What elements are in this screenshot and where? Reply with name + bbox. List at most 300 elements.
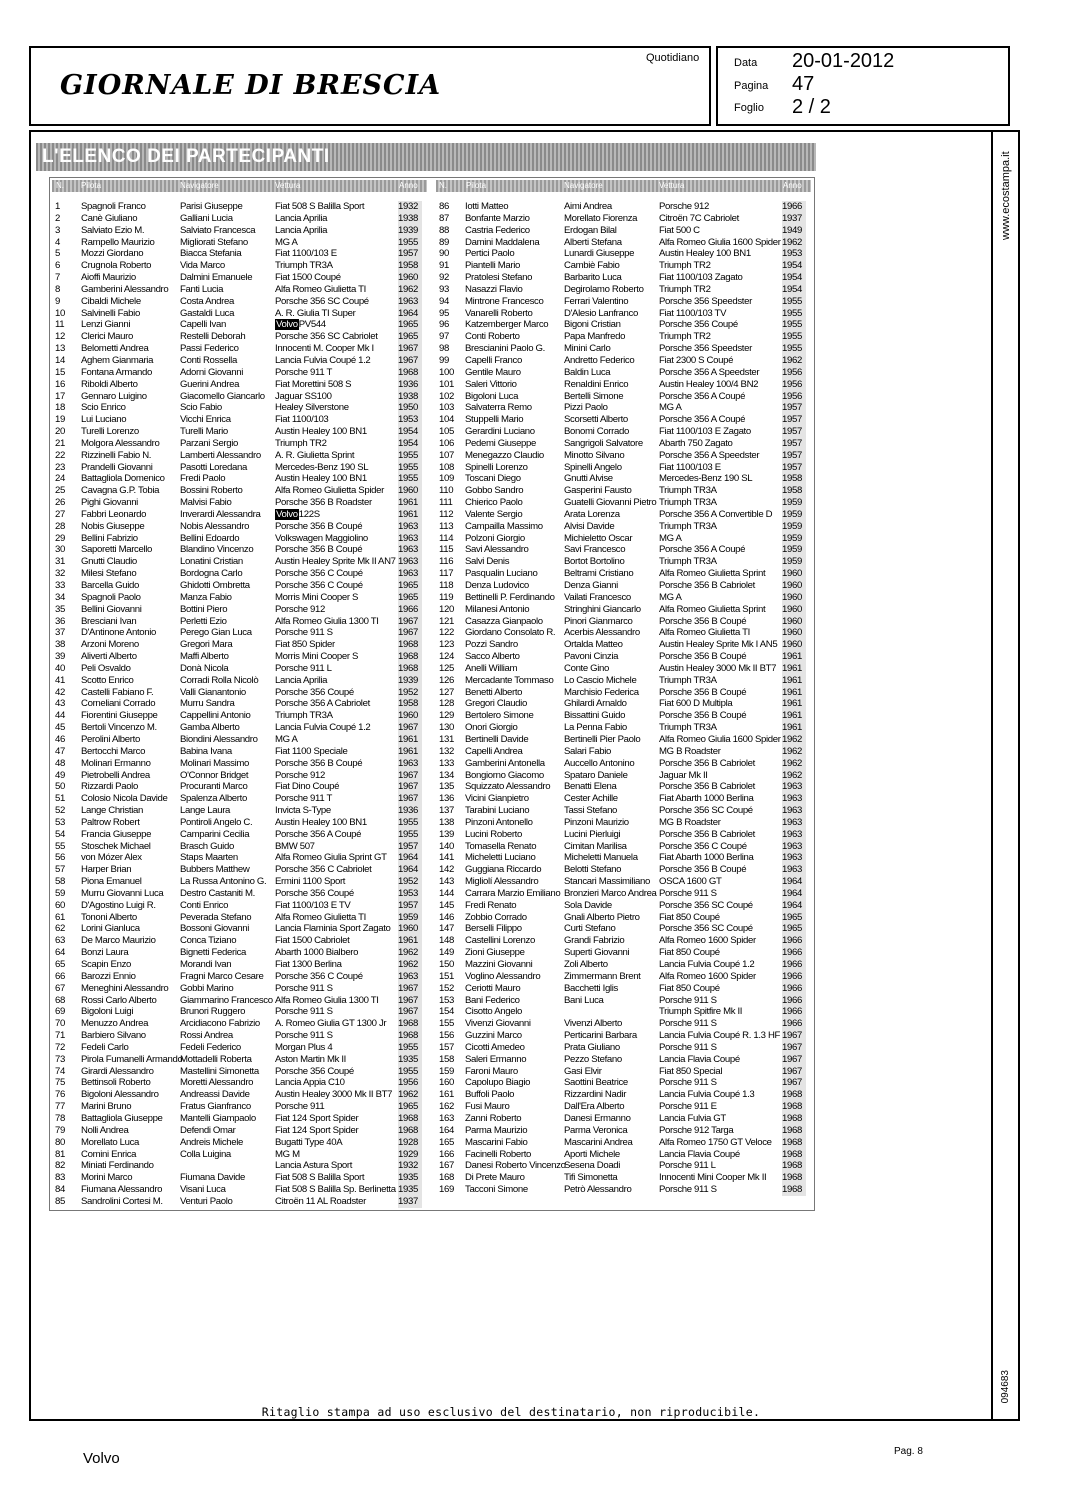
table-cell: Porsche 911 — [275, 1101, 325, 1113]
table-cell: Abarth 750 Zagato — [659, 437, 733, 449]
table-cell: Fiat 508 S Balilla Sport — [275, 1172, 365, 1184]
table-cell: Saottini Beatrice — [564, 1077, 628, 1089]
table-cell: 150 — [439, 959, 454, 970]
table-cell: 1966 — [782, 947, 802, 959]
table-cell: 73 — [55, 1053, 65, 1065]
left-table-header — [52, 180, 427, 192]
table-cell: 1968 — [782, 1101, 802, 1113]
table-cell: Aston Martin Mk II — [275, 1053, 347, 1065]
table-cell: 8 — [55, 283, 60, 295]
table-cell: Gobbi Marino — [180, 982, 234, 994]
table-cell: 147 — [439, 923, 454, 935]
table-cell: 4 — [55, 236, 60, 248]
table-cell: Meneghini Alessandro — [81, 982, 169, 994]
table-cell: 48 — [55, 757, 65, 769]
table-cell: 1952 — [398, 686, 418, 698]
table-cell: 1952 — [398, 876, 418, 888]
table-cell: Conti Roberto — [465, 331, 520, 343]
table-cell: Fragni Marco Cesare — [180, 970, 264, 982]
table-cell: Tononi Alberto — [81, 911, 137, 923]
table-cell: 100 — [439, 366, 454, 378]
table-cell: 68 — [55, 994, 65, 1006]
table-cell: 45 — [55, 722, 65, 734]
table-cell: Lancia Fulvia Coupé 1.2 — [659, 959, 755, 970]
table-cell: 89 — [439, 236, 449, 248]
table-cell: 125 — [439, 662, 454, 674]
table-cell: Visani Luca — [180, 1184, 226, 1196]
table-cell: Morgan Plus 4 — [275, 1041, 333, 1053]
table-cell: 124 — [439, 651, 454, 663]
table-cell: Mercedes-Benz 190 SL — [275, 461, 369, 473]
table-cell: VolvoPV544 — [276, 319, 326, 331]
table-cell: Mascarini Andrea — [564, 1136, 633, 1148]
table-cell: 80 — [55, 1136, 65, 1148]
table-cell: Spalenza Alberto — [180, 793, 247, 805]
table-cell: Tifi Simonetta — [564, 1172, 618, 1184]
table-cell: Innocenti M. Cooper Mk I — [275, 343, 374, 355]
table-cell: 1967 — [398, 354, 418, 366]
table-cell: 36 — [55, 615, 65, 627]
table-cell: 96 — [439, 319, 449, 331]
table-cell: Campailla Massimo — [465, 520, 543, 532]
table-cell: 106 — [439, 437, 454, 449]
page-label: Pagina — [734, 80, 769, 92]
table-cell: Salviato Francesca — [180, 224, 256, 236]
col-header-n: N. — [439, 181, 447, 190]
table-cell: 104 — [439, 414, 454, 426]
table-cell: A. R. Giulietta Sprint — [275, 449, 355, 461]
table-cell: Vicini Gianpietro — [465, 793, 529, 805]
table-cell: 7 — [55, 272, 60, 284]
table-cell: 59 — [55, 887, 65, 899]
table-cell: 149 — [439, 947, 454, 959]
table-cell: 1966 — [398, 603, 418, 615]
table-cell: 6 — [55, 260, 60, 272]
table-cell: 133 — [439, 757, 454, 769]
table-cell: Iotti Matteo — [465, 201, 509, 212]
table-cell: Aporti Michele — [564, 1148, 620, 1160]
table-cell: Denza Gianni — [564, 580, 618, 591]
table-cell: Curti Stefano — [564, 923, 616, 935]
table-cell: 75 — [55, 1077, 65, 1089]
table-cell: Alfa Romeo Giulia Sprint GT — [275, 852, 387, 864]
table-cell: Porsche 912 — [275, 769, 326, 781]
table-cell: 164 — [439, 1124, 454, 1136]
table-cell: Colla Luigina — [180, 1148, 231, 1160]
table-cell: 1968 — [782, 1184, 802, 1196]
table-cell: Vida Marco — [180, 260, 225, 272]
table-cell: Triumph TR3A — [659, 485, 717, 497]
table-cell: 143 — [439, 876, 454, 888]
table-cell: 142 — [439, 864, 454, 876]
table-cell: 101 — [439, 378, 454, 390]
table-cell: 1957 — [398, 248, 418, 260]
table-cell: Spataro Daniele — [564, 769, 628, 781]
date-label: Data — [734, 57, 758, 69]
table-cell: 1932 — [398, 201, 418, 212]
table-cell: Porsche 356 B Coupé — [659, 686, 747, 698]
table-cell: Morris Mini Cooper S — [275, 651, 359, 663]
table-cell: 1961 — [782, 698, 802, 710]
table-cell: 1957 — [782, 426, 802, 438]
table-cell: 39 — [55, 651, 65, 663]
table-cell: Molinari Ermanno — [81, 757, 151, 769]
table-cell: Costa Andrea — [180, 295, 234, 307]
table-cell: Castria Federico — [465, 224, 530, 236]
table-cell: Lancia Flavia Coupé — [659, 1148, 740, 1160]
table-cell: 127 — [439, 686, 454, 698]
table-cell: 1960 — [782, 615, 802, 627]
table-cell: Pinzoni Maurizio — [564, 816, 629, 828]
table-cell: Vanarelli Roberto — [465, 307, 533, 319]
table-cell: Migliorati Stefano — [180, 236, 248, 248]
table-cell: Rossi Andrea — [180, 1030, 233, 1042]
table-cell: Porsche 356 B Cabriolet — [659, 781, 755, 793]
table-cell: Nolli Andrea — [81, 1124, 129, 1136]
table-cell: Prata Giuliano — [564, 1041, 620, 1053]
table-cell: Savi Alessandro — [465, 544, 529, 556]
table-cell: Scorsetti Alberto — [564, 414, 628, 426]
table-cell: Guzzini Marco — [465, 1030, 522, 1042]
table-cell: Bellini Fabrizio — [81, 532, 138, 544]
table-cell: 1962 — [782, 236, 802, 248]
table-cell: Citroën 7C Cabriolet — [659, 212, 739, 224]
table-cell: Dall'Era Alberto — [564, 1101, 625, 1113]
table-cell: Fiat 1100/103 TV — [659, 307, 727, 319]
table-cell: 31 — [55, 556, 65, 568]
table-cell: 1963 — [782, 781, 802, 793]
table-cell: Pietrobelli Andrea — [81, 769, 150, 781]
table-cell: Malvisi Fabio — [180, 497, 232, 509]
table-cell: Lancia Aprilia — [275, 212, 328, 224]
table-cell: 46 — [55, 733, 65, 745]
table-cell: 67 — [55, 982, 65, 994]
table-cell: Fiat 1100/103 Zagato — [659, 272, 743, 284]
table-cell: Danesi Ermanno — [564, 1112, 631, 1124]
table-cell: Triumph Spitfire Mk II — [659, 1006, 743, 1018]
table-cell: 1968 — [398, 366, 418, 378]
table-cell: Porsche 356 A Cabriolet — [275, 698, 370, 710]
table-cell: Porsche 356 SC Coupé — [659, 805, 753, 817]
table-cell: Fiat 508 S Balilla Sp. Berlinetta — [275, 1184, 396, 1196]
table-cell: Katzemberger Marco — [465, 319, 549, 331]
table-cell: 99 — [439, 354, 449, 366]
table-cell: Bonzi Laura — [81, 947, 129, 959]
table-cell: 1959 — [782, 556, 802, 568]
table-cell: Lui Luciano — [81, 414, 127, 426]
table-cell: Vailati Francesco — [564, 591, 631, 603]
table-cell: 71 — [55, 1030, 65, 1042]
table-cell: Invicta S-Type — [275, 805, 331, 817]
table-cell: 1967 — [398, 615, 418, 627]
table-cell: 1953 — [398, 887, 418, 899]
table-cell: 58 — [55, 876, 65, 888]
table-cell: Mozzi Giordano — [81, 248, 144, 260]
table-cell: Porsche 356 B Cabriolet — [659, 828, 755, 840]
table-cell: 1967 — [398, 982, 418, 994]
table-cell: 1967 — [782, 1065, 802, 1077]
table-cell: Bani Luca — [564, 994, 604, 1006]
table-cell: Lancia Fulvia Coupé R. 1.3 HF — [659, 1030, 781, 1042]
table-cell: Bonfante Marzio — [465, 212, 530, 224]
table-cell: 38 — [55, 639, 65, 651]
table-cell: Sesena Doadi — [564, 1160, 621, 1172]
table-cell: 1929 — [398, 1148, 418, 1160]
table-cell: 1961 — [398, 935, 418, 947]
table-cell: 107 — [439, 449, 454, 461]
table-cell: Riboldi Alberto — [81, 378, 138, 390]
table-cell: 1968 — [782, 1124, 802, 1136]
table-cell: Dalmini Emanuele — [180, 272, 253, 284]
table-cell: Fiat Dino Coupé — [275, 781, 340, 793]
table-cell: 41 — [55, 674, 65, 686]
table-cell: Alfa Romeo Giulietta Sprint — [659, 603, 766, 615]
table-cell: 1961 — [398, 733, 418, 745]
table-cell: Porsche 356 A Coupé — [659, 544, 746, 556]
table-cell: Capelli Andrea — [465, 745, 523, 757]
table-cell: MG A — [659, 402, 682, 414]
table-cell: Pezzo Stefano — [564, 1053, 622, 1065]
table-cell: 1961 — [782, 651, 802, 663]
table-cell: Porsche 356 Speedster — [659, 343, 752, 355]
table-cell: Aliverti Alberto — [81, 651, 137, 663]
table-cell: 1964 — [398, 852, 418, 864]
table-cell: Bellini Edoardo — [180, 532, 240, 544]
table-cell: Gerardini Luciano — [465, 426, 535, 438]
left-col-navigatore — [180, 201, 272, 1208]
table-cell: Denza Ludovico — [465, 580, 529, 591]
left-col-vettura — [275, 201, 395, 1208]
table-cell: 12 — [55, 331, 65, 343]
table-cell: Rampello Maurizio — [81, 236, 155, 248]
table-cell: Bottini Piero — [180, 603, 228, 615]
table-cell: 102 — [439, 390, 454, 402]
table-cell: Piona Emanuel — [81, 876, 142, 888]
table-cell: Gregori Mara — [180, 639, 233, 651]
table-cell: Bubbers Matthew — [180, 864, 250, 876]
table-cell: 35 — [55, 603, 65, 615]
table-cell: 1963 — [782, 805, 802, 817]
table-cell: 137 — [439, 805, 454, 817]
table-cell: Bossoni Giovanni — [180, 923, 250, 935]
table-cell: 160 — [439, 1077, 454, 1089]
table-cell: Bertinelli Davide — [465, 733, 529, 745]
table-cell: 112 — [439, 508, 454, 520]
table-cell: 19 — [55, 414, 65, 426]
table-cell: 115 — [439, 544, 454, 556]
table-cell: 26 — [55, 497, 65, 509]
table-cell: 1960 — [398, 485, 418, 497]
table-cell: 1968 — [398, 651, 418, 663]
table-cell: Petrò Alessandro — [564, 1184, 632, 1196]
table-cell: Triumph TR3A — [659, 674, 717, 686]
table-cell: Mercedes-Benz 190 SL — [659, 473, 753, 485]
table-cell: 1956 — [782, 378, 802, 390]
table-cell: 42 — [55, 686, 65, 698]
table-cell: Turelli Lorenzo — [81, 426, 139, 438]
table-cell: Alfa Romeo 1600 Spider — [659, 970, 756, 982]
table-cell: Spinelli Angelo — [564, 461, 622, 473]
table-cell: Pasqualin Luciano — [465, 568, 538, 580]
table-cell: 5 — [55, 248, 60, 260]
table-cell: Porsche 356 Speedster — [659, 295, 752, 307]
table-cell: Porsche 356 A Coupé — [659, 390, 746, 402]
table-cell: Porsche 911 S — [659, 1041, 717, 1053]
table-cell: Zimmermann Brent — [564, 970, 641, 982]
table-cell: Stringhini Giancarlo — [564, 603, 641, 615]
table-cell: 34 — [55, 591, 65, 603]
table-cell: Triumph TR3A — [275, 710, 333, 722]
table-cell: Superti Giovanni — [564, 947, 630, 959]
table-cell: Triumph TR2 — [659, 283, 711, 295]
table-cell: Nobis Giuseppe — [81, 520, 145, 532]
table-cell: 1966 — [782, 935, 802, 947]
table-cell: Porsche 356 B Coupé — [275, 544, 363, 556]
table-cell: Gregori Claudio — [465, 698, 527, 710]
table-cell: Alfa Romeo Giulia 1600 Spider — [659, 236, 781, 248]
table-cell: Fanti Lucia — [180, 283, 224, 295]
table-cell: Conti Enrico — [180, 899, 229, 911]
highlight-mark: Volvo — [276, 319, 298, 331]
table-cell: 52 — [55, 805, 65, 817]
table-cell: Salvaterra Remo — [465, 402, 532, 414]
table-cell: Camparini Cecilia — [180, 828, 250, 840]
table-cell: Passi Federico — [180, 343, 239, 355]
table-cell: 1966 — [782, 1018, 802, 1030]
table-cell: Porsche 356 SC Cabriolet — [275, 331, 378, 343]
table-cell: 1957 — [398, 899, 418, 911]
table-cell: 1955 — [782, 319, 802, 331]
table-cell: 1957 — [398, 840, 418, 852]
table-cell: Healey Silverstone — [275, 402, 349, 414]
table-cell: 1955 — [398, 1041, 418, 1053]
table-cell: Defendi Omar — [180, 1124, 236, 1136]
table-cell: Bongiorno Giacomo — [465, 769, 544, 781]
table-cell: 105 — [439, 426, 454, 438]
table-cell: Vivenzi Giovanni — [465, 1018, 531, 1030]
table-cell: 1954 — [782, 283, 802, 295]
table-cell: 1928 — [398, 1136, 418, 1148]
table-cell: 33 — [55, 580, 65, 591]
table-cell: Bissattini Guido — [564, 710, 626, 722]
table-cell: Buffoli Paolo — [465, 1089, 515, 1101]
table-cell: Triumph TR2 — [275, 437, 327, 449]
table-cell: Porsche 356 B Roadster — [275, 497, 372, 509]
table-cell: Milesi Stefano — [81, 568, 137, 580]
table-cell: Pasotti Loredana — [180, 461, 247, 473]
table-cell: Miniati Ferdinando — [81, 1160, 154, 1172]
table-cell: Salvinelli Fabio — [81, 307, 140, 319]
col-header-anno: Anno — [399, 181, 418, 190]
table-cell: 120 — [439, 603, 454, 615]
table-cell: Valente Sergio — [465, 508, 523, 520]
table-cell: Porsche 912 Targa — [659, 1124, 734, 1136]
table-cell: Fiorentini Giuseppe — [81, 710, 158, 722]
table-cell: Gamberini Antonella — [465, 757, 545, 769]
client-brand: Volvo — [83, 1450, 120, 1467]
table-cell: 1955 — [782, 295, 802, 307]
table-cell: 122 — [439, 627, 454, 639]
table-cell: 1958 — [398, 260, 418, 272]
table-cell: Porsche 356 A Convertible D — [659, 508, 773, 520]
table-cell: 1937 — [782, 212, 802, 224]
table-cell: 1960 — [398, 272, 418, 284]
table-cell: 1962 — [782, 354, 802, 366]
table-cell: 50 — [55, 781, 65, 793]
right-col-n — [439, 201, 463, 1196]
table-cell: 47 — [55, 745, 65, 757]
table-cell: 118 — [439, 580, 454, 591]
table-cell: 60 — [55, 899, 65, 911]
table-cell: Degirolamo Roberto — [564, 283, 644, 295]
table-cell: Stancari Massimiliano — [564, 876, 650, 888]
table-cell: 17 — [55, 390, 65, 402]
table-cell: Fiumana Davide — [180, 1172, 245, 1184]
table-cell: Crugnola Roberto — [81, 260, 152, 272]
table-cell: Perticarini Barbara — [564, 1030, 637, 1042]
table-cell: Lucini Roberto — [465, 828, 522, 840]
article-title: L'ELENCO DEI PARTECIPANTI — [42, 146, 330, 167]
table-cell: 63 — [55, 935, 65, 947]
table-cell: Mazzini Giovanni — [465, 959, 533, 970]
table-cell: Ermini 1100 Sport — [275, 876, 346, 888]
sheet-label: Foglio — [734, 102, 764, 114]
table-cell: 1967 — [782, 1041, 802, 1053]
table-cell: Lucini Pierluigi — [564, 828, 621, 840]
table-cell: 76 — [55, 1089, 65, 1101]
table-cell: Gasperini Fausto — [564, 485, 632, 497]
table-cell: Marini Bruno — [81, 1101, 132, 1113]
table-cell: Lange Christian — [81, 805, 143, 817]
table-cell: 9 — [55, 295, 60, 307]
table-cell: 53 — [55, 816, 65, 828]
table-cell: Jaguar SS100 — [275, 390, 332, 402]
table-cell: Grandi Fabrizio — [564, 935, 625, 947]
table-cell: Pratolesi Stefano — [465, 272, 533, 284]
table-cell: 77 — [55, 1101, 65, 1113]
table-cell: Mottadelli Roberta — [180, 1053, 252, 1065]
table-cell: Murru Giovanni Luca — [81, 887, 164, 899]
table-cell: 1967 — [398, 627, 418, 639]
table-cell: Pirola Fumanelli Armando — [81, 1053, 183, 1065]
table-cell: Aimi Andrea — [564, 201, 612, 212]
table-cell: Lonatini Cristian — [180, 556, 243, 568]
table-cell: Renaldini Enrico — [564, 378, 629, 390]
table-cell: 130 — [439, 722, 454, 734]
table-cell: 113 — [439, 520, 454, 532]
table-cell: Biondini Alessandro — [180, 733, 258, 745]
table-cell: Brunori Ruggero — [180, 1006, 246, 1018]
table-cell: Triumph TR2 — [659, 331, 711, 343]
table-cell: Porsche 356 C Coupé — [275, 568, 363, 580]
table-cell: Austin Healey 100 BN1 — [275, 473, 367, 485]
table-cell: Pizzi Paolo — [564, 402, 608, 414]
table-cell: Morellato Luca — [81, 1136, 140, 1148]
table-cell: Austin Healey 100 BN1 — [659, 248, 751, 260]
table-cell: 1966 — [782, 994, 802, 1006]
table-cell: Menegazzo Claudio — [465, 449, 544, 461]
table-cell: Lancia Aprilia — [275, 224, 328, 236]
table-cell: 78 — [55, 1112, 65, 1124]
table-cell: Capelli Ivan — [180, 319, 226, 331]
table-cell: 1955 — [398, 828, 418, 840]
table-cell: Alvisi Davide — [564, 520, 615, 532]
col-header-vettura: Vettura — [659, 181, 685, 190]
table-cell — [564, 1006, 656, 1018]
table-cell: Belometti Andrea — [81, 343, 149, 355]
table-cell: Micheletti Luciano — [465, 852, 536, 864]
table-cell: Porsche 356 C Coupé — [275, 580, 363, 591]
